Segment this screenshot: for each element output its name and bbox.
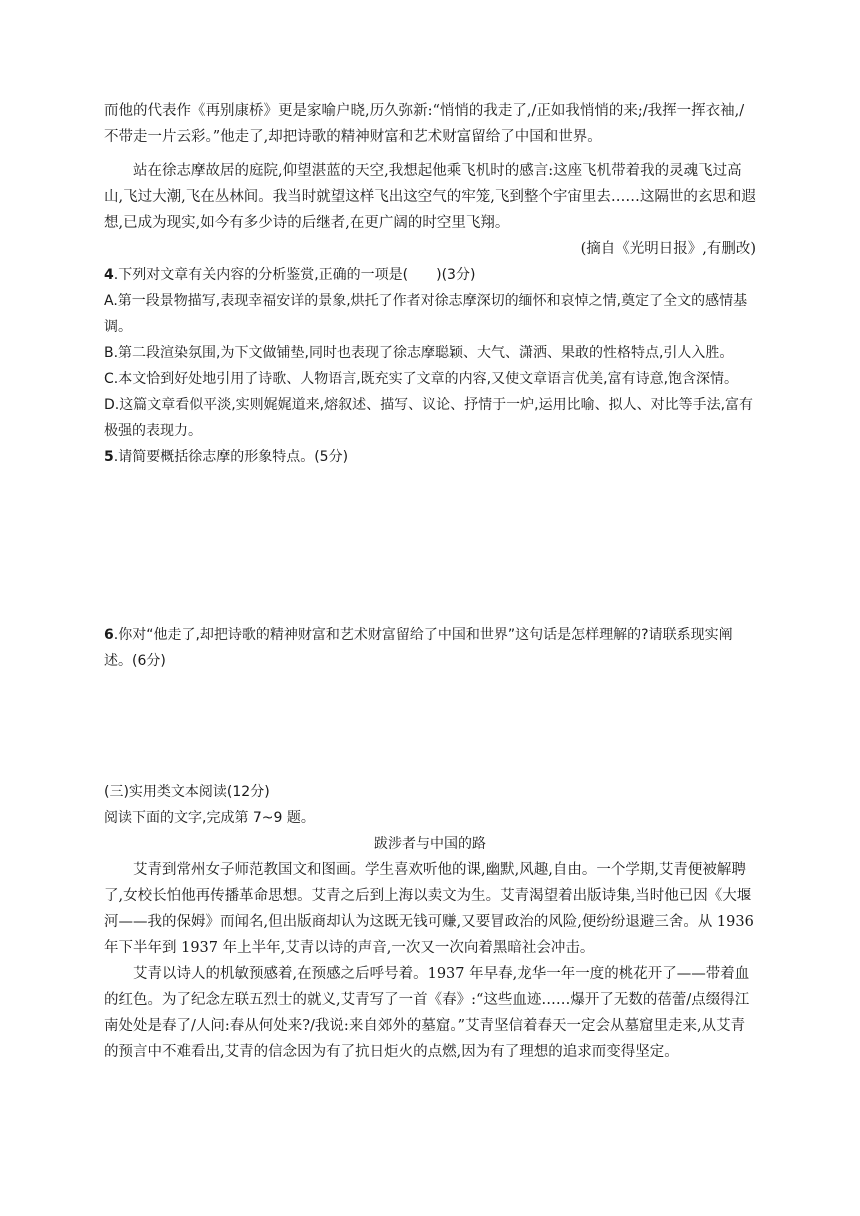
- question-6-stem: 6.你对“他走了,却把诗歌的精神财富和艺术财富留给了中国和世界”这句话是怎样理解的?请联系现实阐述。(6分): [104, 627, 733, 669]
- question-4-number: 4: [104, 267, 114, 283]
- passage-paragraph-last: 站在徐志摩故居的庭院,仰望湛蓝的天空,我想起他乘飞机时的感言:这座飞机带着我的灵魂飞过高山,飞过大潮,飞在丛林间。我当时就望这样飞出这空气的牢笼,飞到整个宇宙里去……这隔世的玄思和遐想,已成为现实,如今有多少诗的后继者,在更广阔的时空里飞翔。: [104, 163, 756, 231]
- section-3-heading: (三)实用类文本阅读(12分): [104, 784, 270, 800]
- question-4-stem: 4.下列对文章有关内容的分析鉴赏,正确的一项是( )(3分): [104, 267, 476, 283]
- question-4-option-a: A.第一段景物描写,表现幸福安详的景象,烘托了作者对徐志摩深切的缅怀和哀悼之情,奠定了全文的感情基调。: [104, 293, 748, 335]
- section-3-instruction: 阅读下面的文字,完成第 7~9 题。: [104, 810, 315, 826]
- question-4-option-c: C.本文恰到好处地引用了诗歌、人物语言,既充实了文章的内容,又使文章语言优美,富有诗意,饱含深情。: [104, 371, 739, 387]
- section-3-header: [104, 779, 756, 857]
- article-title: 跋涉者与中国的路: [374, 836, 486, 852]
- question-5-number: 5: [104, 449, 114, 465]
- question-4-option-b: B.第二段渲染氛围,为下文做铺垫,同时也表现了徐志摩聪颖、大气、潇洒、果敢的性格特点,引人入胜。: [104, 345, 734, 361]
- question-6-number: 6: [104, 627, 114, 643]
- question-5-stem: 5.请简要概括徐志摩的形象特点。(5分): [104, 449, 349, 465]
- passage-source: (摘自《光明日报》,有删改): [580, 241, 756, 257]
- article-paragraph-2: 艾青以诗人的机敏预感着,在预感之后呼号着。1937 年早春,龙华一年一度的桃花开了——带着血的红色。为了纪念左联五烈士的就义,艾青写了一首《春》:“这些血迹……爆开了无数的蓓蕾/点缀得江南处处是春了/人问:春从何处来?/我说:来自郊外的墓窟。”艾青坚信着春天一定会从墓窟里走来,从艾青的预言中不难看出,艾青的信念因为有了抗日炬火的点燃,因为有了理想的追求而变得坚定。: [104, 966, 750, 1060]
- question-4-option-d: D.这篇文章看似平淡,实则娓娓道来,熔叙述、描写、议论、抒情于一炉,运用比喻、拟人、对比等手法,富有极强的表现力。: [104, 397, 754, 439]
- article-paragraph-1: 艾青到常州女子师范教国文和图画。学生喜欢听他的课,幽默,风趣,自由。一个学期,艾青便被解聘了,女校长怕他再传播革命思想。艾青之后到上海以卖文为生。艾青渴望着出版诗集,当时他已因《大堰河——我的保姆》而闻名,但出版商却认为这既无钱可赚,又要冒政治的风险,便纷纷退避三舍。从 1936 年下半年到 1937 年上半年,艾青以诗的声音,一次又一次向着黑暗社会冲击。: [104, 862, 754, 956]
- question-4: [104, 262, 756, 470]
- passage-paragraph-continued: 而他的代表作《再别康桥》更是家喻户晓,历久弥新:“悄悄的我走了,/正如我悄悄的来;/我挥一挥衣袖,/不带走一片云彩。”他走了,却把诗歌的精神财富和艺术财富留给了中国和世界。: [104, 103, 745, 145]
